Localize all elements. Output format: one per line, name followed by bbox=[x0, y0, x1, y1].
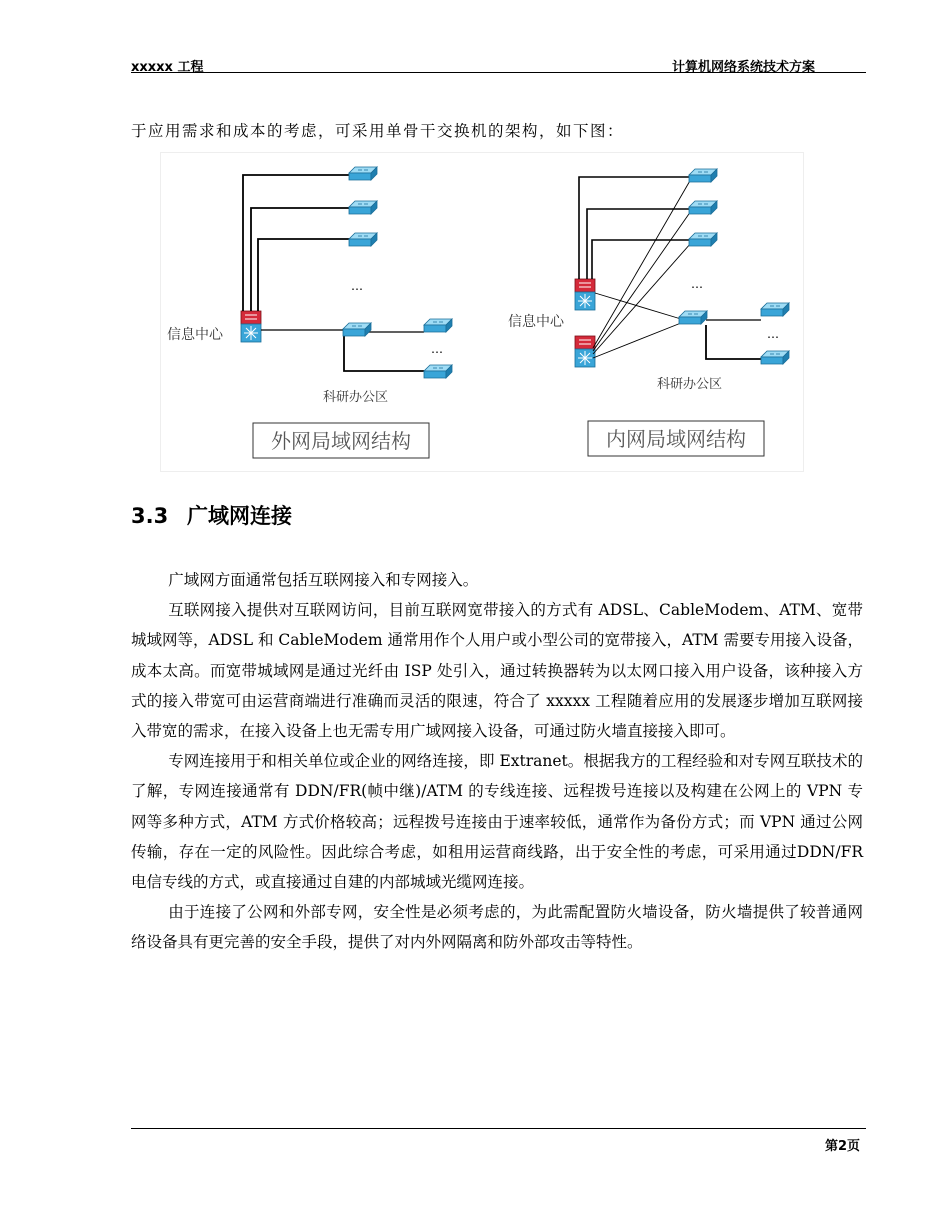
switch-icon bbox=[424, 319, 452, 332]
left-office-label: 科研办公区 bbox=[323, 390, 389, 405]
footer-rule bbox=[131, 1128, 866, 1129]
switch-icon bbox=[689, 201, 717, 214]
topology-diagrams bbox=[161, 153, 803, 471]
header-document-title: 计算机网络系统技术方案 bbox=[671, 60, 815, 75]
switch-icon bbox=[349, 167, 377, 180]
right-caption: 内网局域网结构 bbox=[606, 427, 746, 451]
section-heading bbox=[131, 500, 292, 530]
paragraph: 广域网方面通常包括互联网接入和专网接入。 bbox=[168, 571, 479, 589]
section-title: 广域网连接 bbox=[187, 504, 292, 528]
left-ellipsis-top: … bbox=[351, 279, 363, 293]
body-text bbox=[131, 565, 863, 958]
office-switch-icon bbox=[343, 323, 371, 336]
page-number: 第2页 bbox=[824, 1139, 860, 1154]
intro-line: 于应用需求和成本的考虑，可采用单骨干交换机的架构，如下图： bbox=[131, 122, 625, 140]
section-number: 3.3 bbox=[131, 504, 169, 528]
core-switch-icon bbox=[241, 311, 261, 342]
left-center-label: 信息中心 bbox=[167, 327, 223, 343]
paragraph: 由于连接了公网和外部专网，安全性是必须考虑的，为此需配置防火墙设备，防火墙提供了较普通网络设备具有更完善的安全手段，提供了对内外网隔离和防外部攻击等特性。 bbox=[131, 903, 863, 952]
core-switch-icon bbox=[575, 279, 595, 310]
header-rule bbox=[131, 72, 866, 73]
right-ellipsis-office: … bbox=[767, 327, 779, 341]
paragraph: 专网连接用于和相关单位或企业的网络连接，即 Extranet。根据我方的工程经验和对专网互联技术的了解，专网连接通常有 DDN/FR(帧中继)/ATM 的专线连接、远程拨号连接以及构建在公网上的 VPN 专网等多种方式，ATM 方式价格较高；远程拨号连接由于速率较低，通常作为备份方式；而 VPN 通过公网传输，存在一定的风险性。因此综合考虑，如租用运营商线路，出于安全性的考虑，可采用通过DDN/FR 电信专线的方式，或直接通过自建的内部城域光缆网连接。 bbox=[131, 752, 863, 892]
office-switch-icon bbox=[679, 311, 707, 324]
right-office-label: 科研办公区 bbox=[657, 377, 723, 392]
switch-icon bbox=[349, 201, 377, 214]
switch-icon bbox=[689, 169, 717, 182]
switch-icon bbox=[761, 351, 789, 364]
switch-icon bbox=[761, 303, 789, 316]
switch-icon bbox=[689, 233, 717, 246]
switch-icon bbox=[349, 233, 377, 246]
network-topology-figure bbox=[160, 152, 804, 472]
core-switch-icon bbox=[575, 336, 595, 367]
right-diagram bbox=[508, 169, 789, 456]
right-ellipsis-top: … bbox=[691, 277, 703, 291]
left-diagram bbox=[167, 167, 452, 458]
left-ellipsis-office: … bbox=[431, 342, 443, 356]
switch-icon bbox=[424, 365, 452, 378]
left-caption: 外网局域网结构 bbox=[271, 429, 411, 453]
header-project-name: xxxxx 工程 bbox=[131, 60, 204, 75]
right-center-label: 信息中心 bbox=[508, 314, 564, 330]
paragraph: 互联网接入提供对互联网访问，目前互联网宽带接入的方式有 ADSL、CableModem、ATM、宽带城域网等，ADSL 和 CableModem 通常用作个人用户或小型公司的宽带接入，ATM 需要专用接入设备，成本太高。而宽带城域网是通过光纤由 ISP 处引入，通过转换器转为以太网口接入用户设备，该种接入方式的接入带宽可由运营商端进行准确而灵活的限速，符合了 xxxxx 工程随着应用的发展逐步增加互联网接入带宽的需求，在接入设备上也无需专用广域网接入设备，可通过防火墙直接接入即可。 bbox=[131, 601, 863, 741]
